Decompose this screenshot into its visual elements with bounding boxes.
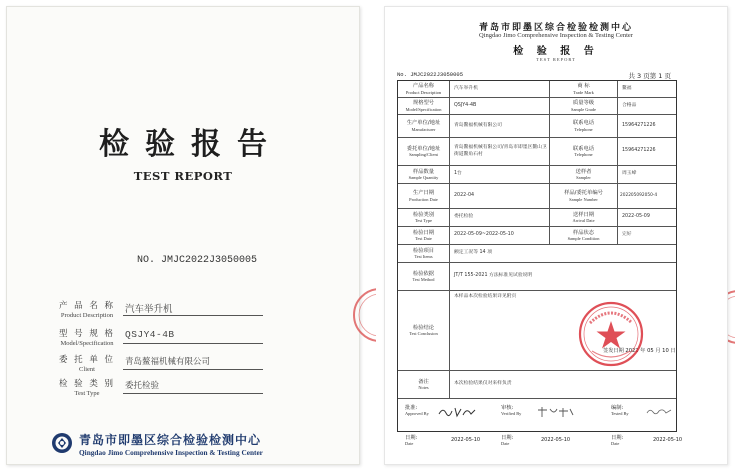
official-stamp-icon — [576, 299, 646, 369]
method-spacer — [570, 263, 676, 291]
value-manufacturer: 青岛鳌福机械有限公司 — [450, 115, 550, 138]
label-zh: 检 验 类 别 — [58, 379, 116, 389]
label-en: Trade Mark — [573, 89, 594, 95]
underline — [123, 393, 263, 394]
label-en: Model/Specification — [405, 106, 442, 112]
label-conclusion — [398, 291, 450, 371]
signature-verified — [501, 403, 521, 416]
signature-tested — [611, 403, 629, 416]
value-arrival-date: 2022-05-09 — [618, 209, 676, 227]
page-report-number: No. JMJC2022J3050005 — [397, 71, 464, 78]
label-notes — [398, 371, 450, 399]
label-grade — [550, 98, 618, 115]
label-zh: 规格型号 — [412, 100, 435, 107]
value-conclusion: 本样品本次检验结果详见附页 — [450, 291, 676, 371]
value-quantity: 1台 — [450, 166, 550, 184]
label-zh: 批准: — [405, 405, 418, 411]
label-en: Test Date — [415, 236, 432, 242]
label-en: Test Conclusion — [409, 331, 438, 337]
date-verified-value: 2022-05-10 — [541, 437, 571, 443]
label-zh: 日期: — [501, 435, 514, 441]
label-test-date — [398, 227, 450, 245]
label-zh: 联系电话 — [572, 145, 595, 152]
underline — [123, 315, 263, 316]
label-zh: 样品数量 — [412, 168, 435, 175]
label-zh: 委 托 单 位 — [58, 355, 116, 365]
label-zh: 检验日期 — [412, 229, 435, 236]
value-trademark: 鳌福 — [618, 81, 676, 98]
seal-fragment-icon — [346, 284, 376, 346]
label-en: Date — [405, 441, 414, 446]
label-telephone — [550, 115, 618, 138]
label-en: Test Items — [414, 254, 433, 260]
handwritten-signature-icon — [437, 405, 477, 419]
label-en: Product Description — [405, 89, 442, 95]
label-en: Test Type — [415, 218, 432, 224]
label-en: Approved By — [405, 411, 429, 416]
value-telephone: 15964271226 — [618, 138, 676, 166]
label-en: Arrival Date — [572, 218, 595, 224]
label-en: Production Date — [409, 196, 438, 202]
label-trademark — [550, 81, 618, 98]
label-production-date — [398, 184, 450, 209]
cover-field-product — [55, 299, 265, 327]
label-en: Telephone — [574, 126, 593, 132]
handwritten-signature-icon — [645, 406, 673, 416]
label-zh: 质量等级 — [572, 100, 595, 107]
signature-approved — [405, 403, 429, 416]
cover-page — [6, 6, 360, 465]
label-en: Sampler — [576, 175, 591, 181]
label-zh: 检验类别 — [412, 211, 435, 218]
cover-field-label — [55, 353, 119, 373]
label-zh: 样品/委托单编号 — [564, 190, 603, 197]
cover-footer — [51, 431, 311, 461]
page-count: 共 3 页第 1 页 — [628, 72, 671, 80]
label-en: Tested By — [611, 411, 629, 416]
value-model: QSJY4-4B — [450, 98, 550, 115]
label-zh: 联系电话 — [572, 120, 595, 127]
label-zh: 检验依据 — [412, 270, 435, 277]
date-approved-value: 2022-05-10 — [451, 437, 481, 443]
underline — [123, 369, 263, 370]
value-notes: 本次检验结果仅对来样负责 — [450, 371, 676, 399]
label-zh: 样品状态 — [572, 229, 595, 236]
label-en: Product Description — [60, 312, 114, 319]
label-sampler — [550, 166, 618, 184]
value-test-items: 额定工况等 14 项 — [450, 245, 676, 263]
date-approved — [405, 433, 417, 446]
label-zh: 委托单位/地址 — [406, 145, 441, 152]
handwritten-signature-icon — [535, 405, 575, 419]
value-test-method: JT/T 155-2021 方法标准见试验说明 — [450, 263, 570, 291]
date-tested — [611, 433, 623, 446]
label-sample-number — [550, 184, 618, 209]
label-manufacturer — [398, 115, 450, 138]
label-zh: 送样者 — [575, 168, 592, 175]
label-en: Telephone — [574, 152, 593, 158]
label-zh: 检验结论 — [412, 324, 435, 331]
cover-field-test-type — [55, 377, 265, 405]
label-arrival-date — [550, 209, 618, 227]
org-logo-icon — [51, 432, 73, 454]
cover-field-label — [55, 327, 119, 347]
label-client — [398, 138, 450, 166]
value-grade: 合格品 — [618, 98, 676, 115]
label-en: Sample Number — [569, 196, 598, 202]
label-zh: 送样日期 — [572, 211, 595, 218]
label-zh: 产 品 名 称 — [58, 301, 116, 311]
label-zh: 日期: — [611, 435, 624, 441]
label-quantity — [398, 166, 450, 184]
value-test-type: 委托检验 — [450, 209, 550, 227]
label-en: Manufacturer — [411, 126, 436, 132]
cover-org-name-en: Qingdao Jimo Comprehensive Inspection & Testing Center — [79, 448, 263, 457]
value-test-date: 2022-05-09~2022-05-10 — [450, 227, 550, 245]
report-table — [397, 80, 677, 432]
label-en: Test Method — [412, 277, 435, 283]
page-subtitle: TEST REPORT — [536, 57, 576, 62]
cover-field-label — [55, 299, 119, 319]
cover-field-value: QSJY4-4B — [125, 329, 175, 340]
label-sample-condition — [550, 227, 618, 245]
label-telephone — [550, 138, 618, 166]
page-org-name: 青岛市即墨区综合检验检测中心 — [478, 23, 633, 33]
cover-report-number: NO. JMJC2022J3050005 — [137, 255, 258, 266]
cover-field-value: 委托检验 — [125, 381, 160, 391]
label-zh: 检验项目 — [412, 247, 435, 254]
cover-org-name: 青岛市即墨区综合检验检测中心 — [79, 433, 262, 447]
label-zh: 生产单位/地址 — [406, 120, 441, 127]
value-telephone: 15964271226 — [618, 115, 676, 138]
page-org-name-en: Qingdao Jimo Comprehensive Inspection & Testing Center — [479, 32, 633, 39]
label-zh: 日期: — [405, 435, 418, 441]
label-zh: 型 号 规 格 — [58, 329, 116, 339]
underline — [123, 343, 263, 344]
value-sample-condition: 完好 — [618, 227, 676, 245]
label-product — [398, 81, 450, 98]
label-test-items — [398, 245, 450, 263]
date-tested-value: 2022-05-10 — [653, 437, 683, 443]
value-sampler: 周玉峰 — [618, 166, 676, 184]
label-zh: 商 标 — [577, 83, 590, 90]
label-en: Test Type — [74, 390, 100, 397]
label-zh: 审核: — [501, 405, 514, 411]
report-page — [384, 6, 728, 465]
label-en: Sample Condition — [567, 236, 600, 242]
cover-field-model — [55, 327, 265, 355]
label-en: Verified By — [501, 411, 522, 416]
label-en: Date — [611, 441, 620, 446]
label-zh: 备注 — [418, 378, 429, 385]
label-en: Sample Quantity — [408, 175, 439, 181]
issue-date: 签发日期 2022 年 05 月 10 日 — [603, 348, 676, 354]
label-test-type — [398, 209, 450, 227]
value-production-date: 2022-04 — [450, 184, 550, 209]
label-zh: 产品名称 — [412, 83, 435, 90]
label-test-method — [398, 263, 450, 291]
value-sample-number: 202205092050-4 — [618, 184, 676, 209]
cover-field-value: 汽车举升机 — [125, 304, 173, 315]
label-zh: 生产日期 — [412, 190, 435, 197]
label-en: Sample Grade — [571, 106, 596, 112]
cover-subtitle: TEST REPORT — [133, 169, 233, 183]
date-verified — [501, 433, 513, 446]
label-en: Notes — [418, 385, 429, 391]
cover-field-value: 青岛鳌福机械有限公司 — [125, 357, 211, 367]
value-client: 青岛鳌福机械有限公司/青岛市即墨区鳌山卫街道鳌角石村 — [450, 138, 550, 166]
label-en: Model/Specification — [60, 340, 114, 347]
label-zh: 编制: — [611, 405, 624, 411]
label-en: Client — [79, 366, 95, 373]
label-en: Date — [501, 441, 510, 446]
label-en: Sampling/Client — [409, 152, 438, 158]
label-model — [398, 98, 450, 115]
cover-field-label — [55, 377, 119, 397]
cover-title: 检验报告 — [99, 127, 283, 162]
page-title: 检 验 报 告 — [513, 46, 599, 57]
value-product: 汽车举升机 — [450, 81, 550, 98]
